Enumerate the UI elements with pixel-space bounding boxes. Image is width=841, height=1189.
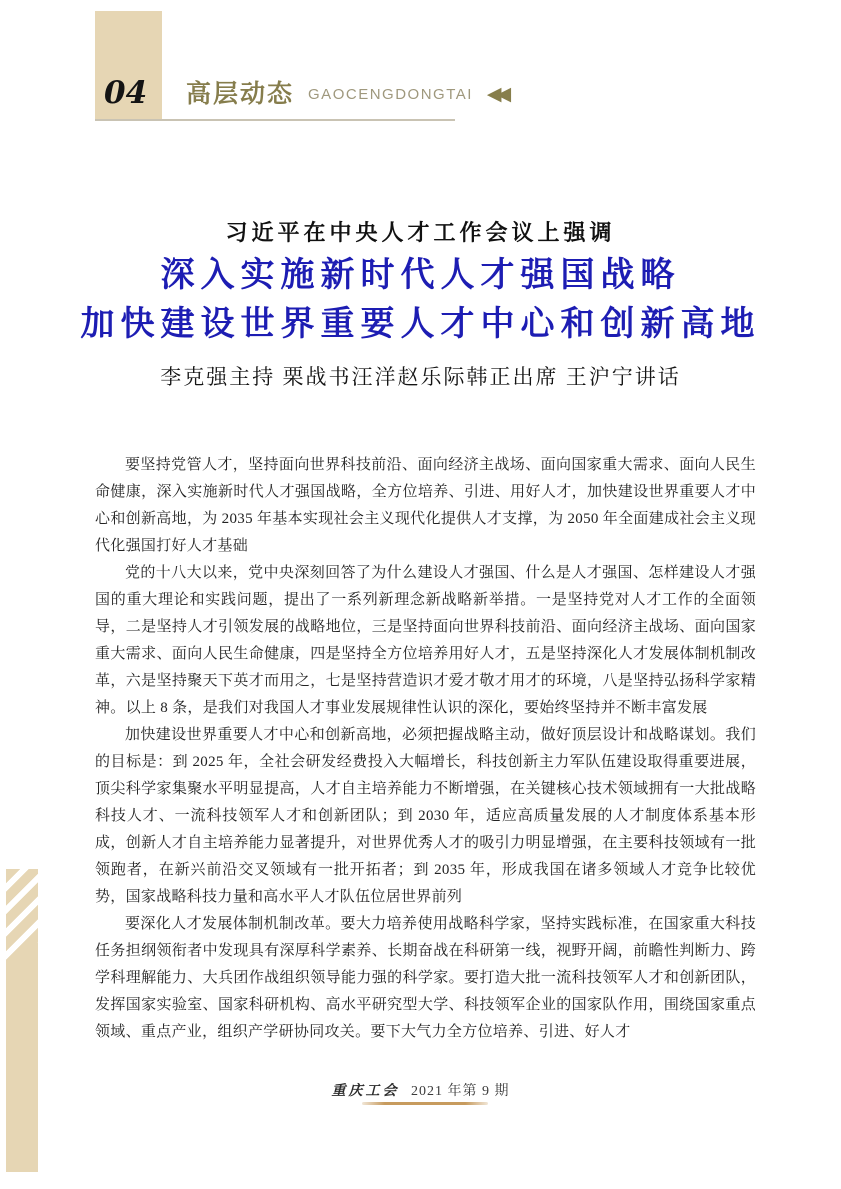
article-title [0, 251, 841, 349]
paragraph: 要坚持党管人才，坚持面向世界科技前沿、面向经济主战场、面向国家重大需求、面向人民生命健康，深入实施新时代人才强国战略，全方位培养、引进、用好人才，加快建设世界重要人才中心和创新高地，为 2035 年基本实现社会主义现代化提供人才支撑，为 2050 年全面建成社会主义现代化强国打好人才基础 [95, 457, 756, 554]
page-footer [0, 1080, 841, 1100]
paragraph: 党的十八大以来，党中央深刻回答了为什么建设人才强国、什么是人才强国、怎样建设人才强国的重大理论和实践问题，提出了一系列新理念新战略新举措。一是坚持党对人才工作的全面领导，二是坚持人才引领发展的战略地位，三是坚持面向世界科技前沿、面向经济主战场、面向国家重大需求、面向人民生命健康，四是坚持全方位培养用好人才，五是坚持深化人才发展体制机制改革，六是坚持聚天下英才而用之，七是坚持营造识才爱才敬才用才的环境，八是坚持弘扬科学家精神。以上 8 条，是我们对我国人才事业发展规律性认识的深化，要始终坚持并不断丰富发展 [95, 565, 756, 716]
page-number: 04 [104, 75, 148, 111]
issue-label: 2021 年第 9 期 [411, 1084, 510, 1099]
footer-divider [362, 1102, 488, 1105]
article-byline: 李克强主持 栗战书汪洋赵乐际韩正出席 王沪宁讲话 [160, 365, 681, 389]
article-kicker: 习近平在中央人才工作会议上强调 [225, 220, 616, 245]
journal-name: 重庆工会 [331, 1084, 400, 1099]
page-number-box [95, 11, 162, 121]
section-header [186, 76, 506, 108]
double-left-arrow-icon: ◀◀ [486, 82, 507, 105]
paragraph: 要深化人才发展体制机制改革。要大力培养使用战略科学家，坚持实践标准，在国家重大科技任务担纲领衔者中发现具有深厚科学素养、长期奋战在科研第一线，视野开阔，前瞻性判断力、跨学科理解能力、大兵团作战组织领导能力强的科学家。要打造大批一流科技领军人才和创新团队，发挥国家实验室、国家科研机构、高水平研究型大学、科技领军企业的国家队作用，围绕国家重点领域、重点产业，组织产学研协同攻关。要下大气力全方位培养、引进、好人才 [95, 916, 756, 1040]
section-pinyin: GAOCENGDONGTAI [308, 85, 473, 103]
section-title: 高层动态 [186, 80, 295, 108]
article-title-line1: 深入实施新时代人才强国战略 [160, 257, 681, 294]
article-title-line2: 加快建设世界重要人才中心和创新高地 [80, 306, 761, 343]
left-vertical-bar-decoration [6, 942, 38, 1172]
paragraph: 加快建设世界重要人才中心和创新高地，必须把握战略主动，做好顶层设计和战略谋划。我们的目标是：到 2025 年，全社会研发经费投入大幅增长，科技创新主力军队伍建设取得重要进展，顶尖科学家集聚水平明显提高，人才自主培养能力不断增强，在关键核心技术领域拥有一大批战略科技人才、一流科技领军人才和创新团队；到 2030 年，适应高质量发展的人才制度体系基本形成，创新人才自主培养能力显著提升，对世界优秀人才的吸引力明显增强，在主要科技领域有一批领跑者，在新兴前沿交叉领域有一批开拓者；到 2035 年，形成我国在诸多领域人才竞争比较优势，国家战略科技力量和高水平人才队伍位居世界前列 [95, 727, 756, 905]
article-body [95, 452, 756, 1046]
header-divider [95, 119, 455, 121]
